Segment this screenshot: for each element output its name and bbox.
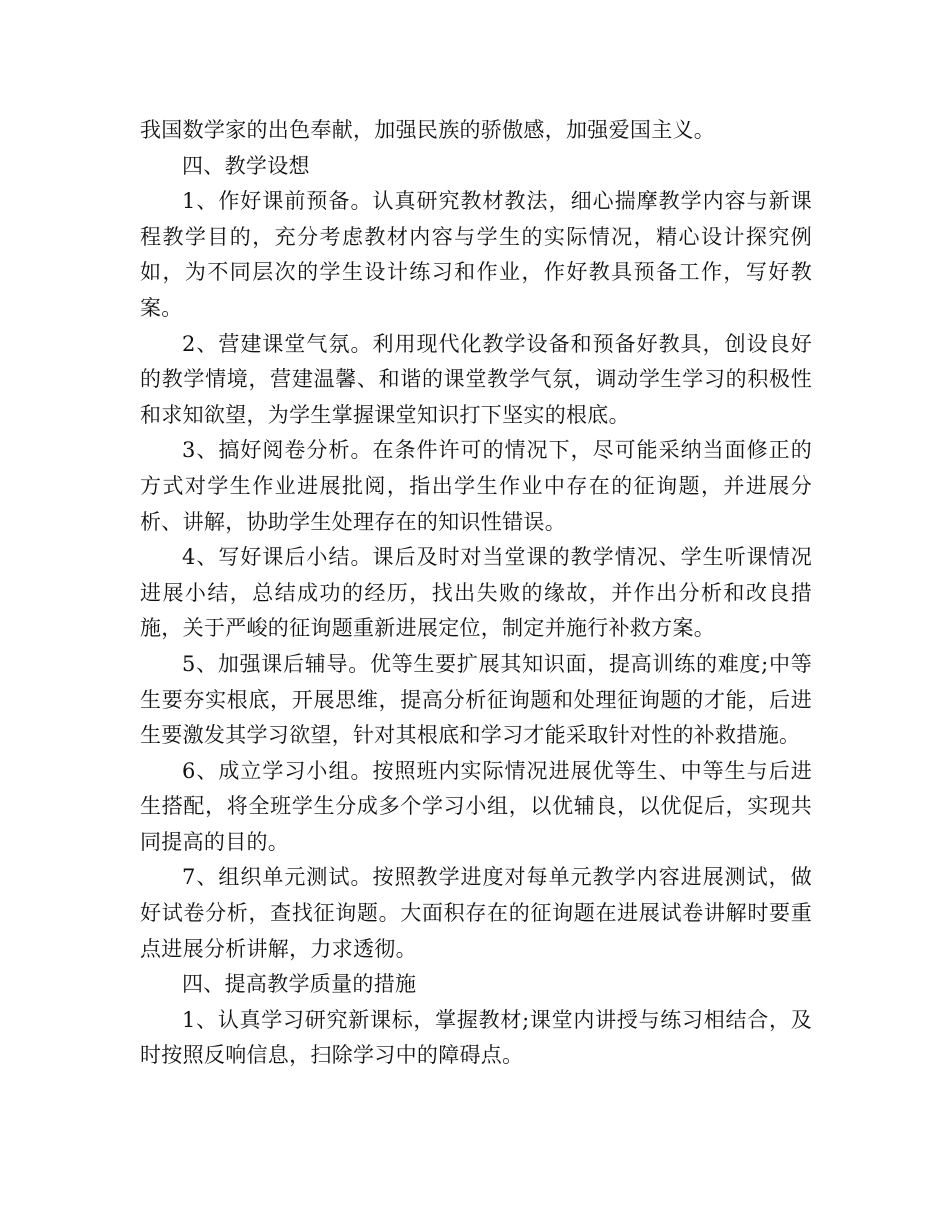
paragraph-item-1: 1、作好课前预备。认真研究教材教法，细心揣摩教学内容与新课程教学目的，充分考虑教材内容与学生的实际情况，精心设计探究例如，为不同层次的学生设计练习和作业，作好教具预备工作，写好教案。 bbox=[140, 189, 812, 320]
paragraph-item-4: 4、写好课后小结。课后及时对当堂课的教学情况、学生听课情况进展小结，总结成功的经历，找出失败的缘故，并作出分析和改良措施，关于严峻的征询题重新进展定位，制定并施行补救方案。 bbox=[140, 545, 812, 641]
section-heading-teaching-plan: 四、教学设想 bbox=[182, 153, 310, 178]
document-page bbox=[140, 113, 812, 1074]
paragraph-measure-1: 1、认真学习研究新课标，掌握教材;课堂内讲授与练习相结合，及时按照反响信息，扫除学习中的障碍点。 bbox=[140, 1007, 812, 1068]
paragraph-item-6: 6、成立学习小组。按照班内实际情况进展优等生、中等生与后进生搭配，将全班学生分成多个学习小组，以优辅良，以优促后，实现共同提高的目的。 bbox=[140, 758, 812, 854]
paragraph-item-5: 5、加强课后辅导。优等生要扩展其知识面，提高训练的难度;中等生要夯实根底，开展思维，提高分析征询题和处理征询题的才能，后进生要激发其学习欲望，针对其根底和学习才能采取针对性的补救措施。 bbox=[140, 651, 812, 748]
section-heading-quality-measures: 四、提高教学质量的措施 bbox=[182, 972, 417, 997]
paragraph-continuation: 我国数学家的出色奉献，加强民族的骄傲感，加强爱国主义。 bbox=[140, 118, 716, 142]
paragraph-item-2: 2、营建课堂气氛。利用现代化教学设备和预备好教具，创设良好的教学情境，营建温馨、和谐的课堂教学气氛，调动学生学习的积极性和求知欲望，为学生掌握课堂知识打下坚实的根底。 bbox=[140, 331, 812, 427]
paragraph-item-7: 7、组织单元测试。按照教学进度对每单元教学内容进展测试，做好试卷分析，查找征询题。大面积存在的征询题在进展试卷讲解时要重点进展分析讲解，力求透彻。 bbox=[140, 865, 812, 961]
paragraph-item-3: 3、搞好阅卷分析。在条件许可的情况下，尽可能采纳当面修正的方式对学生作业进展批阅，指出学生作业中存在的征询题，并进展分析、讲解，协助学生处理存在的知识性错误。 bbox=[140, 438, 812, 534]
